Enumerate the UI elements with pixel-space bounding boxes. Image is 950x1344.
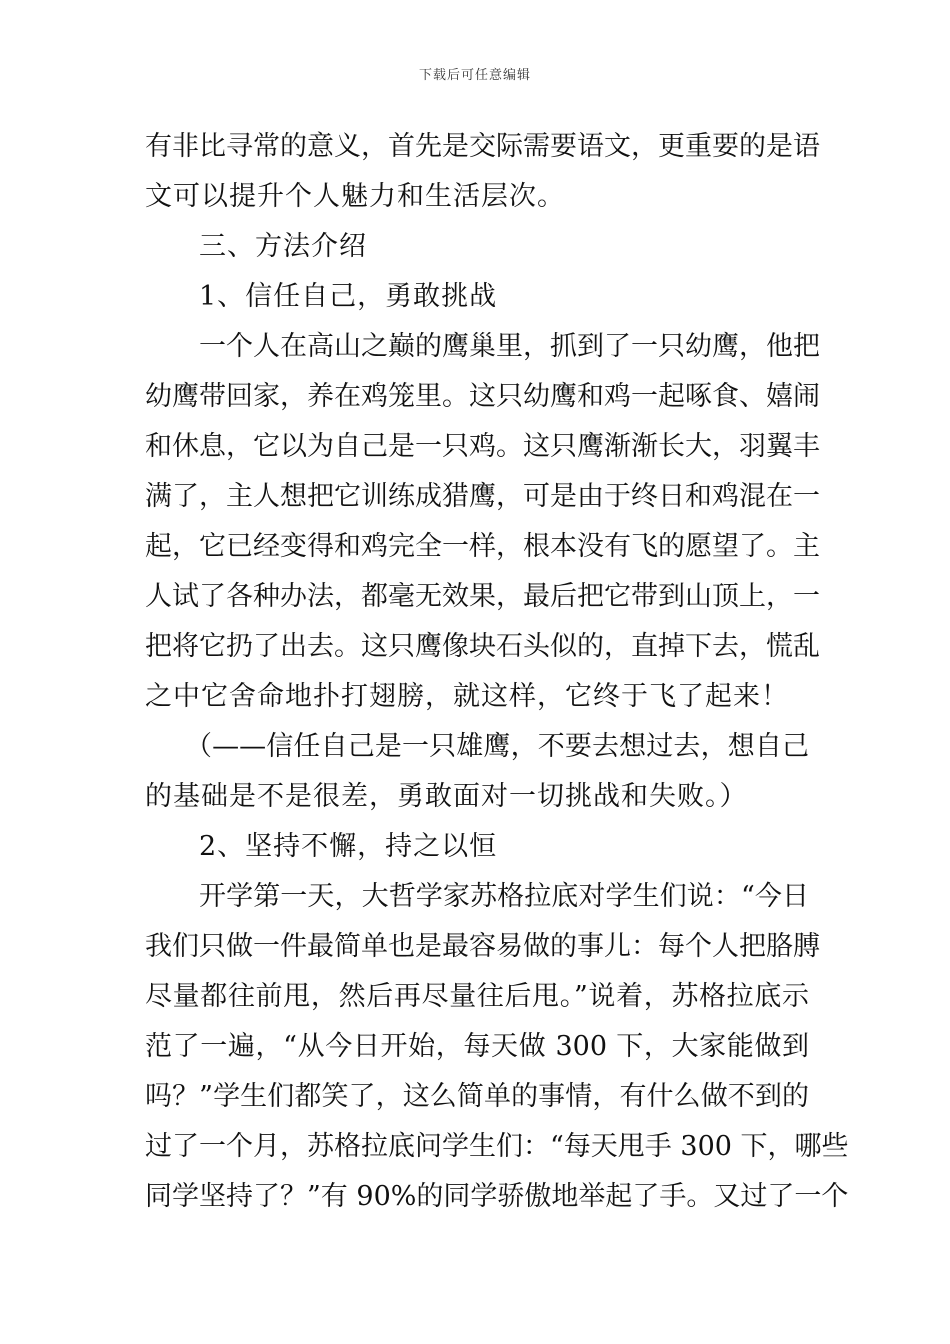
paragraph-line: 过了一个月，苏格拉底问学生们：“每天甩手 300 下，哪些 bbox=[145, 1131, 849, 1162]
paragraph-line: 吗？”学生们都笑了，这么简单的事情，有什么做不到的 bbox=[145, 1081, 809, 1112]
subsection-heading: 1、信任自己，勇敢挑战 bbox=[199, 281, 498, 312]
paragraph-line: 开学第一天，大哲学家苏格拉底对学生们说：“今日 bbox=[199, 881, 809, 912]
page-header: 下载后可任意编辑 bbox=[418, 68, 531, 83]
paragraph-line: 和休息，它以为自己是一只鸡。这只鹰渐渐长大，羽翼丰 bbox=[145, 431, 820, 462]
paragraph-line: 文可以提升个人魅力和生活层次。 bbox=[145, 181, 565, 212]
paragraph-line: 把将它扔了出去。这只鹰像块石头似的，直掉下去，慌乱 bbox=[145, 631, 820, 662]
paragraph-line: 同学坚持了？”有 90%的同学骄傲地举起了手。又过了一个 bbox=[145, 1181, 849, 1212]
document-body bbox=[145, 122, 849, 1222]
paragraph-line: 人试了各种办法，都毫无效果，最后把它带到山顶上，一 bbox=[145, 581, 820, 612]
paragraph-line: 我们只做一件最简单也是最容易做的事儿：每个人把胳膊 bbox=[145, 931, 820, 962]
paragraph-line: 范了一遍，“从今日开始，每天做 300 下，大家能做到 bbox=[145, 1031, 809, 1062]
paragraph-line: 有非比寻常的意义，首先是交际需要语文，更重要的是语 bbox=[145, 131, 820, 162]
paragraph-line: 尽量都往前甩，然后再尽量往后甩。”说着，苏格拉底示 bbox=[145, 981, 809, 1012]
paragraph-line: 的基础是不是很差，勇敢面对一切挑战和失败。） bbox=[145, 781, 748, 812]
paragraph-line: 起，它已经变得和鸡完全一样，根本没有飞的愿望了。主 bbox=[145, 531, 820, 562]
paragraph-line: （——信任自己是一只雄鹰，不要去想过去，想自己 bbox=[185, 731, 809, 762]
paragraph-line: 一个人在高山之巅的鹰巢里，抓到了一只幼鹰，他把 bbox=[199, 331, 820, 362]
section-heading: 三、方法介绍 bbox=[199, 231, 367, 262]
paragraph-line: 之中它舍命地扑打翅膀，就这样，它终于飞了起来！ bbox=[145, 681, 789, 712]
paragraph-line: 幼鹰带回家，养在鸡笼里。这只幼鹰和鸡一起啄食、嬉闹 bbox=[145, 381, 820, 412]
paragraph-line: 满了，主人想把它训练成猎鹰，可是由于终日和鸡混在一 bbox=[145, 481, 820, 512]
subsection-heading: 2、坚持不懈，持之以恒 bbox=[199, 831, 498, 862]
